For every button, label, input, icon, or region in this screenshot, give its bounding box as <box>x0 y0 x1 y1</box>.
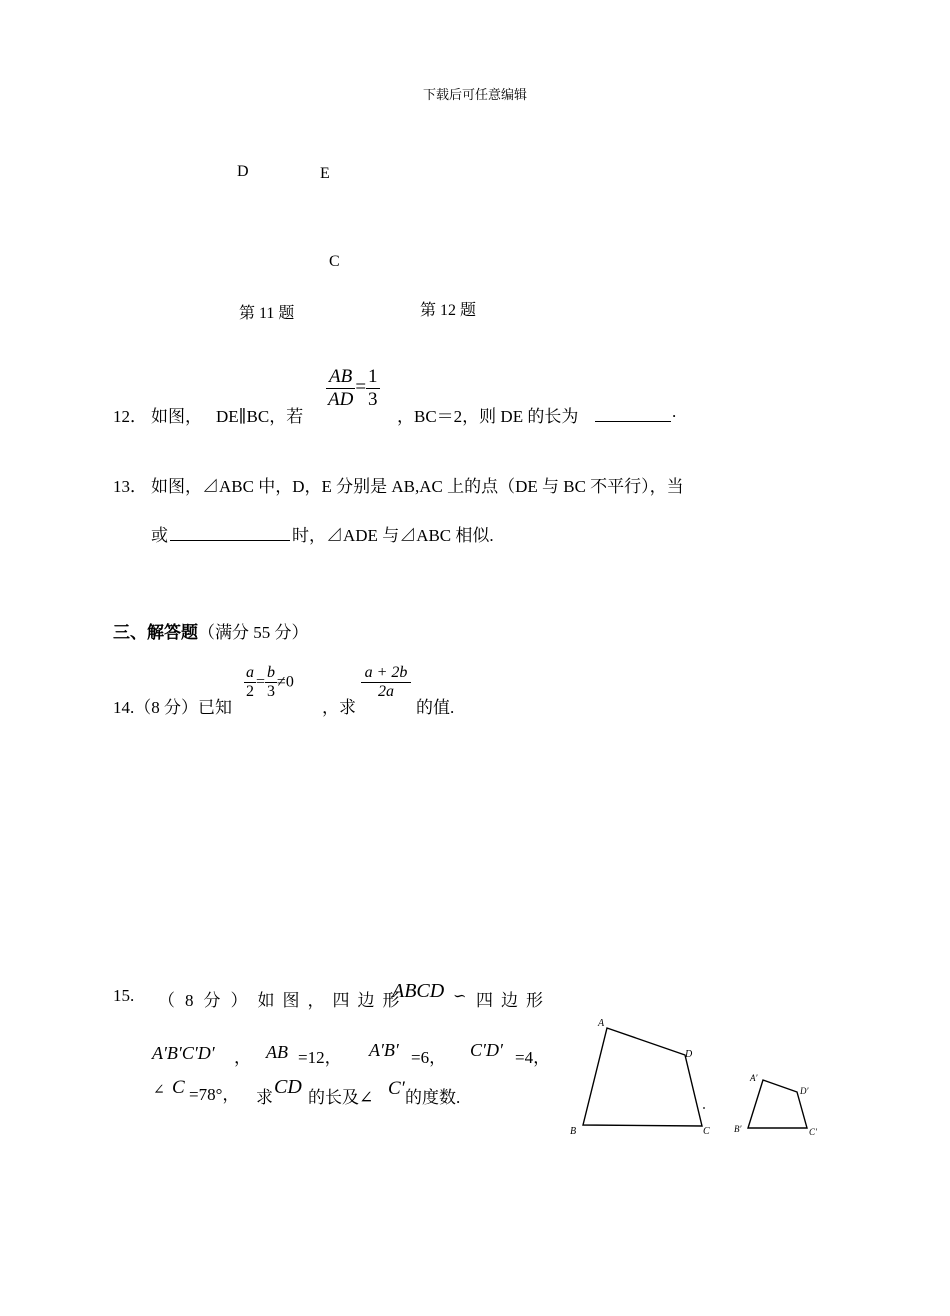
angle-c-value: =78°， <box>189 1085 240 1104</box>
figure-caption-12: 第 12 题 <box>420 302 477 319</box>
vertex-label-a: A <box>598 1018 605 1029</box>
text-fragment: 如 <box>257 991 275 1010</box>
segment-a-prime-b-prime: A′B′ <box>369 1040 399 1060</box>
text-fragment: ， <box>307 991 325 1010</box>
text-fragment: 边 <box>501 991 518 1010</box>
fraction-b-over-3 <box>265 664 277 702</box>
question-15-end: 的度数. <box>405 1088 461 1107</box>
fraction-denominator: AD <box>328 388 354 410</box>
segment-c-prime-d-prime-value: =4， <box>515 1048 551 1067</box>
fraction-numerator: b <box>267 664 276 681</box>
fraction-expression <box>361 664 411 702</box>
question-12-text-2: DE∥BC，若 <box>216 407 304 426</box>
equals-sign: = <box>256 673 266 691</box>
vertex-label-b: B <box>570 1126 577 1137</box>
question-12-end: . <box>672 402 677 421</box>
vertex-label-d: D <box>685 1049 693 1060</box>
fraction-denominator: 2a <box>378 683 394 701</box>
page-header: 下载后可任意编辑 <box>422 87 527 102</box>
vertex-label-c-prime: C′ <box>809 1127 817 1137</box>
vertex-label-c: C <box>703 1126 710 1137</box>
section-3-note: （满分 55 分） <box>198 623 309 642</box>
fraction-numerator: AB <box>329 366 353 387</box>
segment-ab: AB <box>266 1042 288 1062</box>
fraction-numerator: a + 2b <box>364 664 408 681</box>
angle-c: C <box>172 1077 185 1098</box>
equals-sign: = <box>355 376 367 398</box>
figure-label-c: C <box>329 253 340 270</box>
fraction-one-third <box>366 366 380 411</box>
text-fragment: 边 <box>357 991 375 1010</box>
figure-caption-11: 第 11 题 <box>239 305 295 322</box>
segment-ab-value: =12， <box>298 1048 342 1067</box>
segment-cd: CD <box>274 1076 302 1098</box>
text-fragment: 形 <box>382 991 400 1010</box>
figure-15-quadrilaterals <box>560 1010 840 1140</box>
text-fragment: 形 <box>526 991 543 1010</box>
text-fragment: 四 <box>332 991 350 1010</box>
question-13-line-2-prefix: 或 <box>151 526 168 545</box>
fraction-denominator: 3 <box>267 683 276 701</box>
question-13-line-1: 如图，⊿ABC 中，D，E 分别是 AB,AC 上的点（DE 与 BC 不平行），当 <box>151 477 684 496</box>
question-12-text-1: 如图， <box>151 407 202 426</box>
figure-label-d: D <box>237 163 249 180</box>
question-15-text: 的长及∠ <box>308 1088 374 1107</box>
question-15-number: 15. <box>113 986 135 1005</box>
question-13-line-2-suffix: 时，⊿ADE 与⊿ABC 相似. <box>292 526 494 545</box>
question-13-number: 13． <box>113 477 147 496</box>
not-equal-zero: ≠0 <box>277 673 294 691</box>
text-fragment: ） <box>230 991 248 1010</box>
similar-sign: ∽ <box>453 988 467 1005</box>
angle-c-prime: C′ <box>388 1078 405 1099</box>
question-14-condition <box>244 664 294 702</box>
question-12-ratio <box>326 366 380 411</box>
fraction-ab-over-ad <box>326 366 355 411</box>
vertex-label-d-prime: D′ <box>800 1086 809 1096</box>
text-fragment: 四 <box>476 991 493 1010</box>
segment-c-prime-d-prime: C′D′ <box>470 1040 503 1060</box>
question-14-prefix: 14.（8 分）已知 <box>113 698 232 717</box>
answer-blank-13[interactable] <box>170 521 290 541</box>
question-14-expression <box>361 664 411 702</box>
vertex-label-a-prime: A′ <box>750 1073 758 1083</box>
quad-abcd: ABCD <box>392 980 445 1002</box>
comma: ， <box>234 1048 251 1067</box>
text-fragment: 图 <box>282 991 300 1010</box>
fraction-denominator: 2 <box>246 683 254 701</box>
text-fragment: （ <box>158 991 175 1010</box>
fraction-numerator: 1 <box>368 366 378 387</box>
question-12-number: 12． <box>113 407 147 426</box>
angle-symbol: ∠ <box>153 1083 165 1098</box>
vertex-label-b-prime: B′ <box>734 1124 742 1134</box>
question-14-mid: ，求 <box>322 698 356 717</box>
fraction-denominator: 3 <box>368 388 378 410</box>
question-12-text-3: ，BC＝2，则 DE 的长为 <box>397 407 579 426</box>
quadrilateral-a-prime-b-prime-c-prime-d-prime <box>748 1080 807 1128</box>
quad-a-b-c-d-prime: A′B′C′D′ <box>152 1043 215 1063</box>
section-3-heading <box>113 618 309 643</box>
text-fragment: 分 <box>203 991 221 1010</box>
figure-label-e: E <box>320 165 330 182</box>
fraction-numerator: a <box>246 664 254 681</box>
question-14-suffix: 的值. <box>416 698 455 717</box>
question-15-ask: 求 <box>256 1088 273 1107</box>
answer-blank-12[interactable] <box>595 402 671 422</box>
question-15-line-1-tail <box>476 986 543 1011</box>
segment-a-prime-b-prime-value: =6， <box>411 1048 447 1067</box>
question-15-line-1 <box>158 986 408 1011</box>
quadrilateral-abcd <box>583 1028 702 1126</box>
dot-mark <box>703 1107 705 1109</box>
section-3-title: 三、解答题 <box>113 623 198 642</box>
text-fragment: 8 <box>185 991 194 1010</box>
fraction-a-over-2 <box>244 664 256 702</box>
